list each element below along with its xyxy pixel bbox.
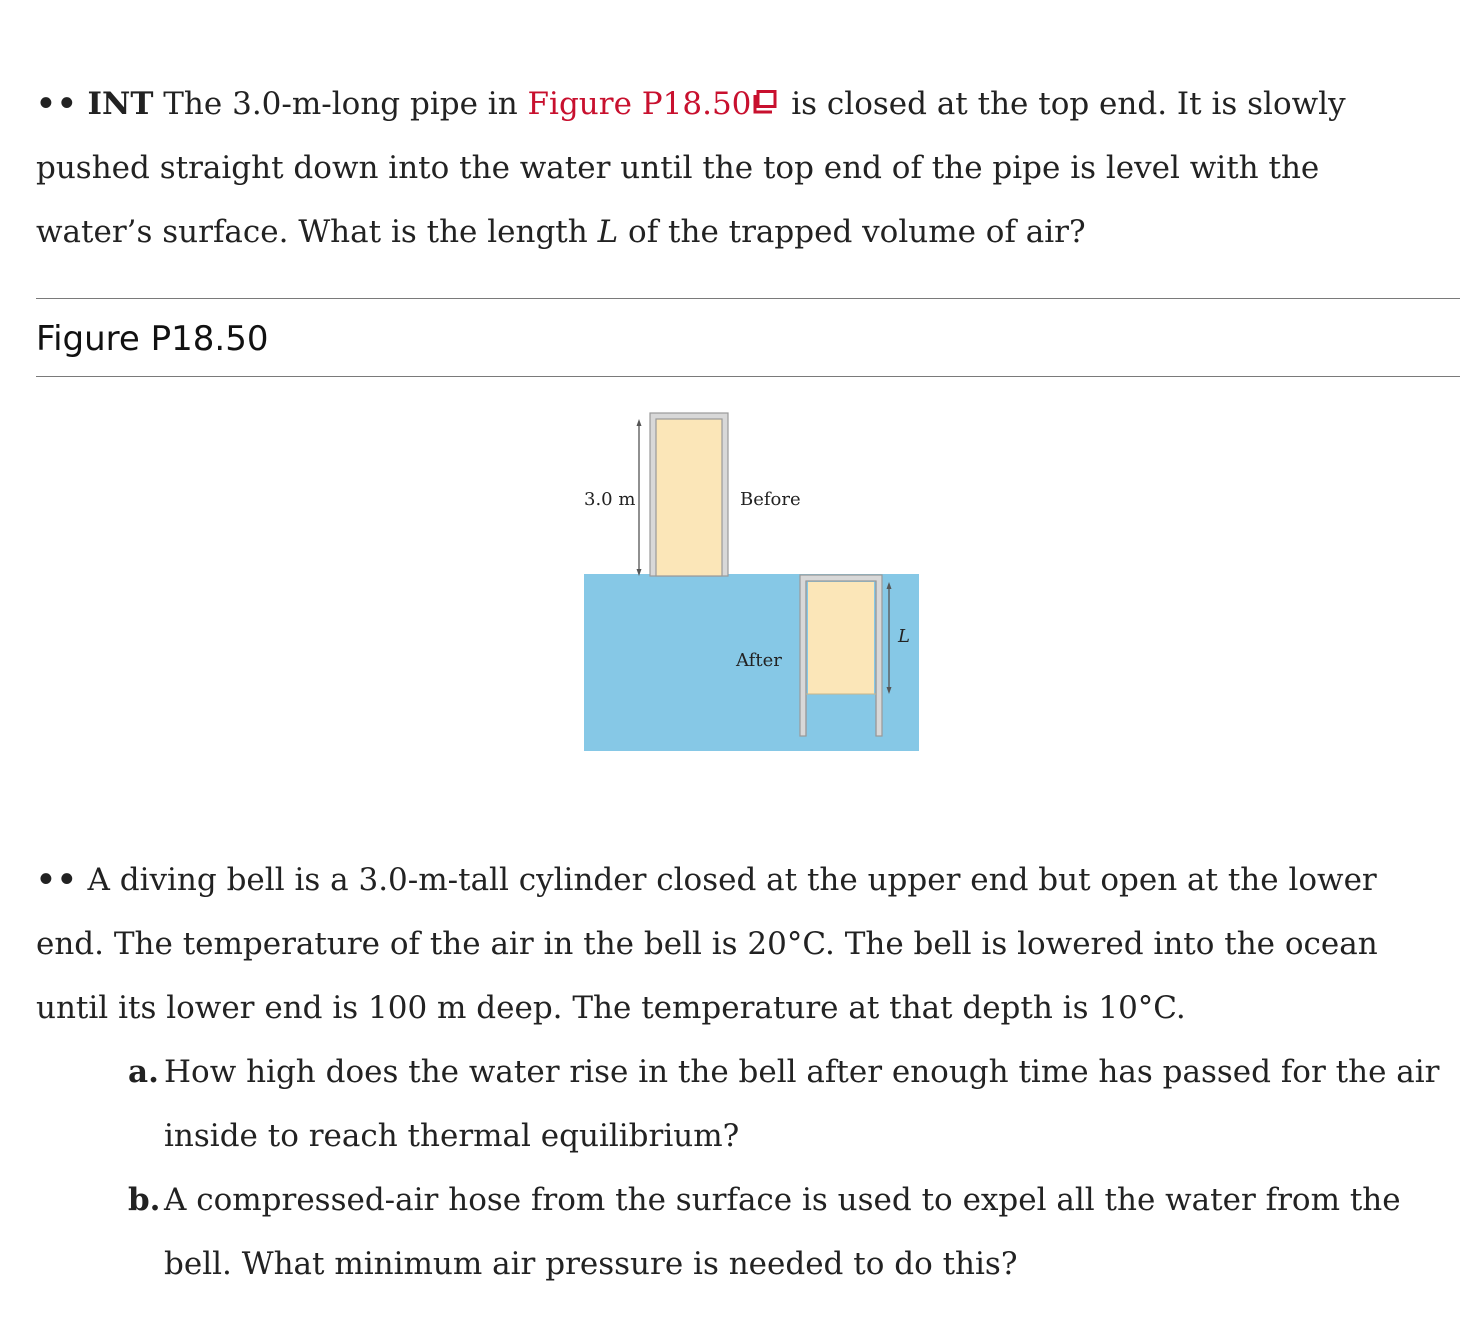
before-pipe-air: [656, 419, 722, 576]
variable-l: L: [597, 214, 619, 250]
after-label: After: [736, 650, 782, 671]
before-label: Before: [740, 489, 801, 510]
problem-2-parts: [128, 1040, 1458, 1296]
problem-2-text: A diving bell is a 3.0-m-tall cylinder closed at the upper end but open at the lower end. The temperature of the air in the bell is 20°C. The bell is lowered into the ocean until its lower end is 100 m deep. The temperature at that depth is 10°C.: [36, 862, 1378, 1026]
part-b: [128, 1168, 1458, 1296]
external-link-icon[interactable]: [753, 72, 777, 136]
part-label: b.: [128, 1182, 161, 1218]
l-label: L: [898, 626, 910, 647]
pipe-figure: [570, 400, 930, 765]
problem-1-text-a: The 3.0-m-long pipe in: [153, 86, 528, 122]
problem-2-statement: [36, 848, 1426, 1040]
part-text: How high does the water rise in the bell after enough time has passed for the air inside to reach thermal equilibrium?: [164, 1054, 1440, 1154]
figure-heading: Figure P18.50: [36, 319, 269, 359]
problem-1-text-c: of the trapped volume of air?: [618, 214, 1086, 250]
figure-link[interactable]: Figure P18.50: [527, 86, 752, 122]
difficulty-dots: ••: [36, 862, 78, 898]
part-text: A compressed-air hose from the surface is used to expel all the water from the bell. What minimum air pressure is needed to do this?: [164, 1182, 1401, 1282]
part-a: [128, 1040, 1458, 1168]
int-tag: INT: [87, 86, 154, 122]
part-label: a.: [128, 1054, 159, 1090]
problem-1-statement: [36, 72, 1426, 264]
figure-heading-bottom-rule: [36, 376, 1460, 377]
difficulty-dots: ••: [36, 86, 78, 122]
after-pipe-air: [808, 582, 874, 694]
problem-1-text-b: is closed at the top end. It is slowly pushed straight down into the water until the top end of the pipe is level with the water’s surface. What is the length: [36, 86, 1346, 250]
height-arrow-head-top: [637, 419, 642, 426]
height-label: 3.0 m: [584, 489, 636, 510]
figure-heading-top-rule: [36, 298, 1460, 299]
